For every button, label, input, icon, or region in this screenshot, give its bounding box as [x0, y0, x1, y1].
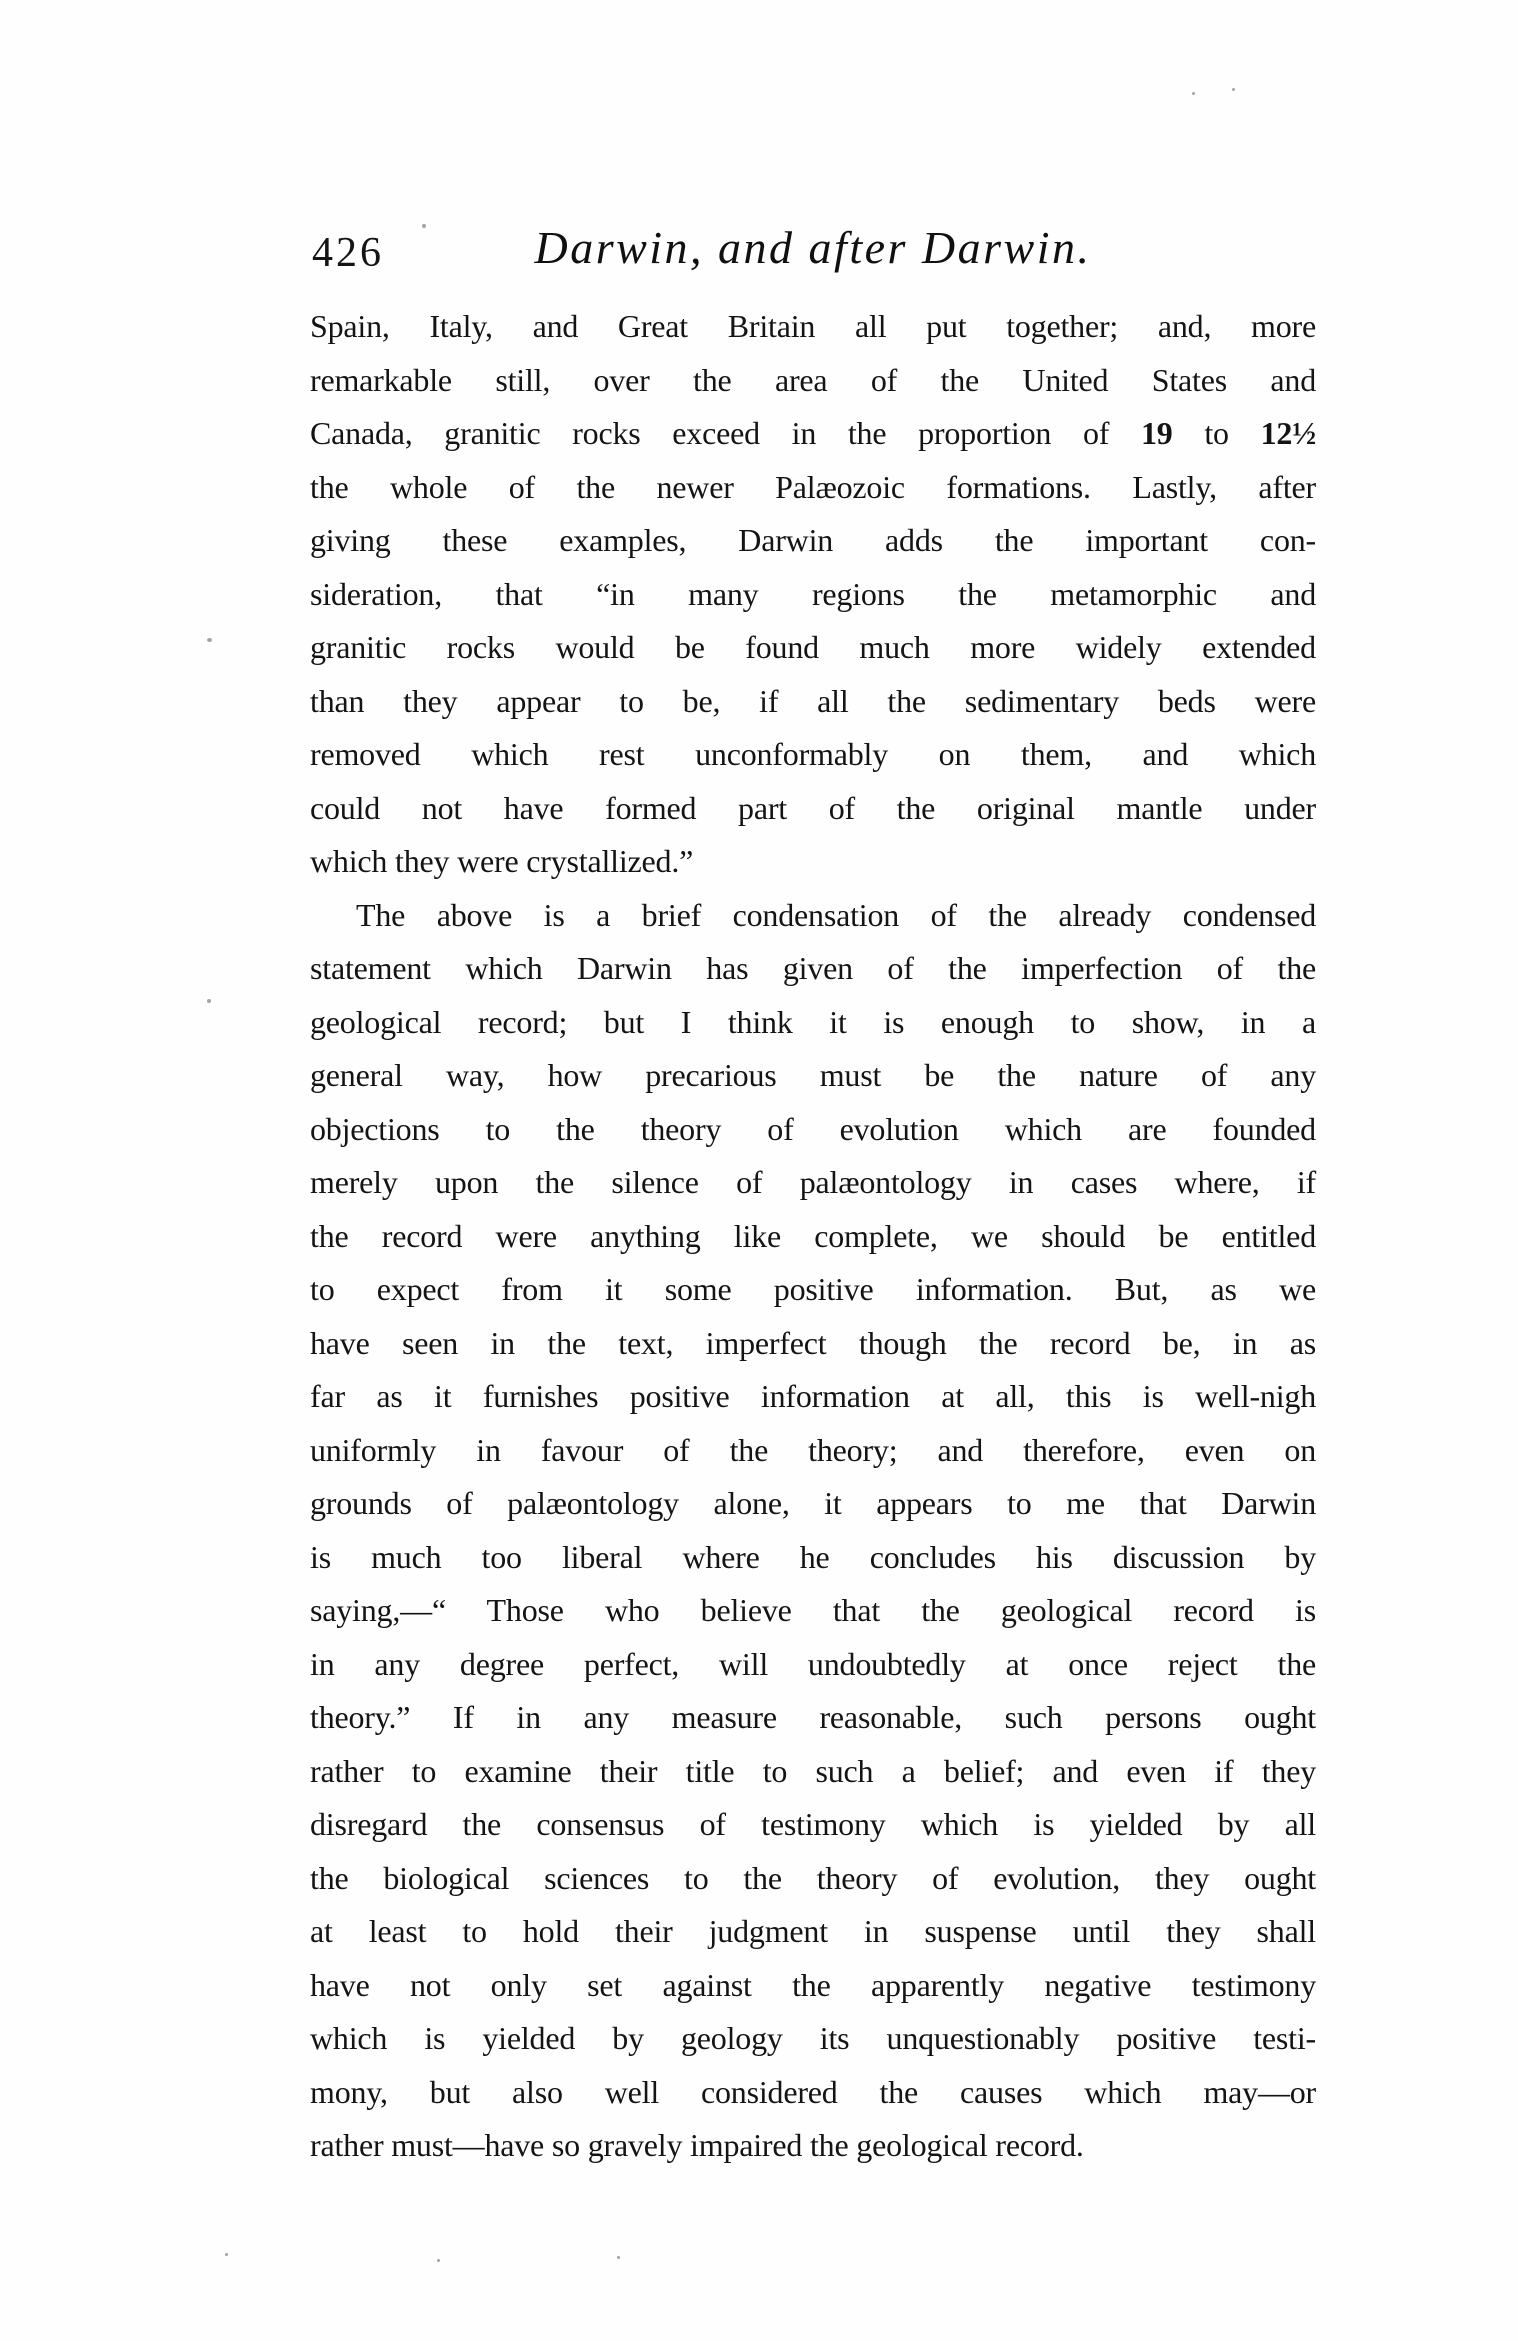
scan-speck: [422, 224, 426, 228]
text-segment: grounds of palæontology alone, it appears to me that Darwin: [310, 1485, 1316, 1521]
page-body: [310, 300, 1316, 2173]
text-line: [310, 835, 1316, 889]
text-line: [310, 1745, 1316, 1799]
text-segment: which is yielded by geology its unquestionably positive testi-: [310, 2020, 1316, 2056]
text-segment: to expect from it some positive information. But, as we: [310, 1271, 1316, 1307]
running-header: [310, 221, 1316, 281]
text-segment: The above is a brief condensation of the already condensed: [356, 896, 1316, 933]
text-segment: objections to the theory of evolution which are founded: [310, 1110, 1316, 1147]
scan-speck: [1232, 88, 1235, 91]
scan-speck: [437, 2259, 440, 2262]
page-number: 426: [312, 230, 384, 276]
paragraph: [310, 889, 1316, 2173]
text-line: [310, 461, 1316, 515]
text-segment: giving these examples, Darwin adds the important con-: [310, 522, 1316, 558]
text-line: [310, 1317, 1316, 1371]
scan-speck: [207, 638, 212, 642]
paragraph: [310, 300, 1316, 889]
text-line: [310, 1263, 1316, 1317]
text-segment: rather to examine their title to such a belief; and even if they: [310, 1752, 1316, 1789]
text-segment: granitic rocks would be found much more widely extended: [310, 629, 1316, 665]
text-line: [310, 1584, 1316, 1638]
text-line: [310, 1424, 1316, 1478]
text-line: [310, 1691, 1316, 1745]
text-line: [310, 568, 1316, 622]
text-line: [310, 300, 1316, 354]
text-segment: to: [1172, 415, 1261, 451]
scan-speck: [617, 2256, 620, 2259]
text-line: [310, 514, 1316, 568]
text-line: [310, 1370, 1316, 1424]
text-line: [310, 1156, 1316, 1210]
text-line: [310, 354, 1316, 408]
text-line: [310, 942, 1316, 996]
text-line: [310, 889, 1316, 943]
text-line: [310, 1477, 1316, 1531]
text-line: [310, 782, 1316, 836]
text-segment: saying,—“ Those who believe that the geological record is: [310, 1592, 1316, 1628]
text-segment: which they were crystallized.”: [310, 843, 694, 879]
text-line: [310, 1531, 1316, 1585]
text-line: [310, 1103, 1316, 1157]
scan-speck: [225, 2253, 228, 2256]
text-segment: the biological sciences to the theory of evolution, they ought: [310, 1859, 1316, 1896]
text-line: [310, 1210, 1316, 1264]
scan-speck: [1192, 92, 1195, 95]
text-segment: have not only set against the apparently negative testimony: [310, 1966, 1316, 2003]
scan-speck: [207, 999, 211, 1003]
text-segment: Spain, Italy, and Great Britain all put together; and, more: [310, 308, 1316, 344]
text-segment: sideration, that “in many regions the metamorphic and: [310, 575, 1316, 612]
text-line: [310, 1049, 1316, 1103]
text-line: [310, 1852, 1316, 1906]
text-line: [310, 728, 1316, 782]
text-segment: far as it furnishes positive information at all, this is well-nigh: [310, 1378, 1316, 1414]
text-segment: in any degree perfect, will undoubtedly at once reject the: [310, 1645, 1316, 1682]
text-line: [310, 407, 1316, 461]
text-segment: mony, but also well considered the causes which may—or: [310, 2073, 1316, 2110]
bold-figure: 19: [1140, 415, 1173, 451]
text-segment: merely upon the silence of palæontology in cases where, if: [310, 1164, 1316, 1200]
text-segment: than they appear to be, if all the sedimentary beds were: [310, 682, 1316, 719]
text-segment: theory.” If in any measure reasonable, such persons ought: [310, 1699, 1316, 1735]
text-segment: disregard the consensus of testimony which is yielded by all: [310, 1806, 1316, 1842]
text-segment: the record were anything like complete, we should be entitled: [310, 1217, 1316, 1254]
text-segment: could not have formed part of the original mantle under: [310, 789, 1316, 826]
bold-figure: 12½: [1260, 415, 1316, 451]
text-line: [310, 1905, 1316, 1959]
text-segment: Canada, granitic rocks exceed in the proportion of: [310, 415, 1141, 451]
text-segment: statement which Darwin has given of the imperfection of the: [310, 950, 1316, 986]
text-line: [310, 2066, 1316, 2120]
text-line: [310, 1798, 1316, 1852]
text-segment: remarkable still, over the area of the United States and: [310, 361, 1316, 398]
text-segment: removed which rest unconformably on them, and which: [310, 736, 1316, 772]
text-line: [310, 621, 1316, 675]
text-segment: is much too liberal where he concludes his discussion by: [310, 1538, 1316, 1575]
text-line: [310, 2119, 1316, 2173]
text-line: [310, 675, 1316, 729]
text-line: [310, 1638, 1316, 1692]
text-segment: the whole of the newer Palæozoic formations. Lastly, after: [310, 468, 1316, 505]
text-segment: at least to hold their judgment in suspense until they shall: [310, 1913, 1316, 1949]
running-title: Darwin, and after Darwin.: [534, 222, 1092, 273]
text-line: [310, 996, 1316, 1050]
text-segment: rather must—have so gravely impaired the geological record.: [310, 2127, 1084, 2163]
text-line: [310, 1959, 1316, 2013]
text-segment: have seen in the text, imperfect though the record be, in as: [310, 1324, 1316, 1361]
text-segment: uniformly in favour of the theory; and therefore, even on: [310, 1431, 1316, 1468]
text-segment: geological record; but I think it is enough to show, in a: [310, 1003, 1316, 1040]
text-segment: general way, how precarious must be the nature of any: [310, 1057, 1316, 1093]
text-line: [310, 2012, 1316, 2066]
